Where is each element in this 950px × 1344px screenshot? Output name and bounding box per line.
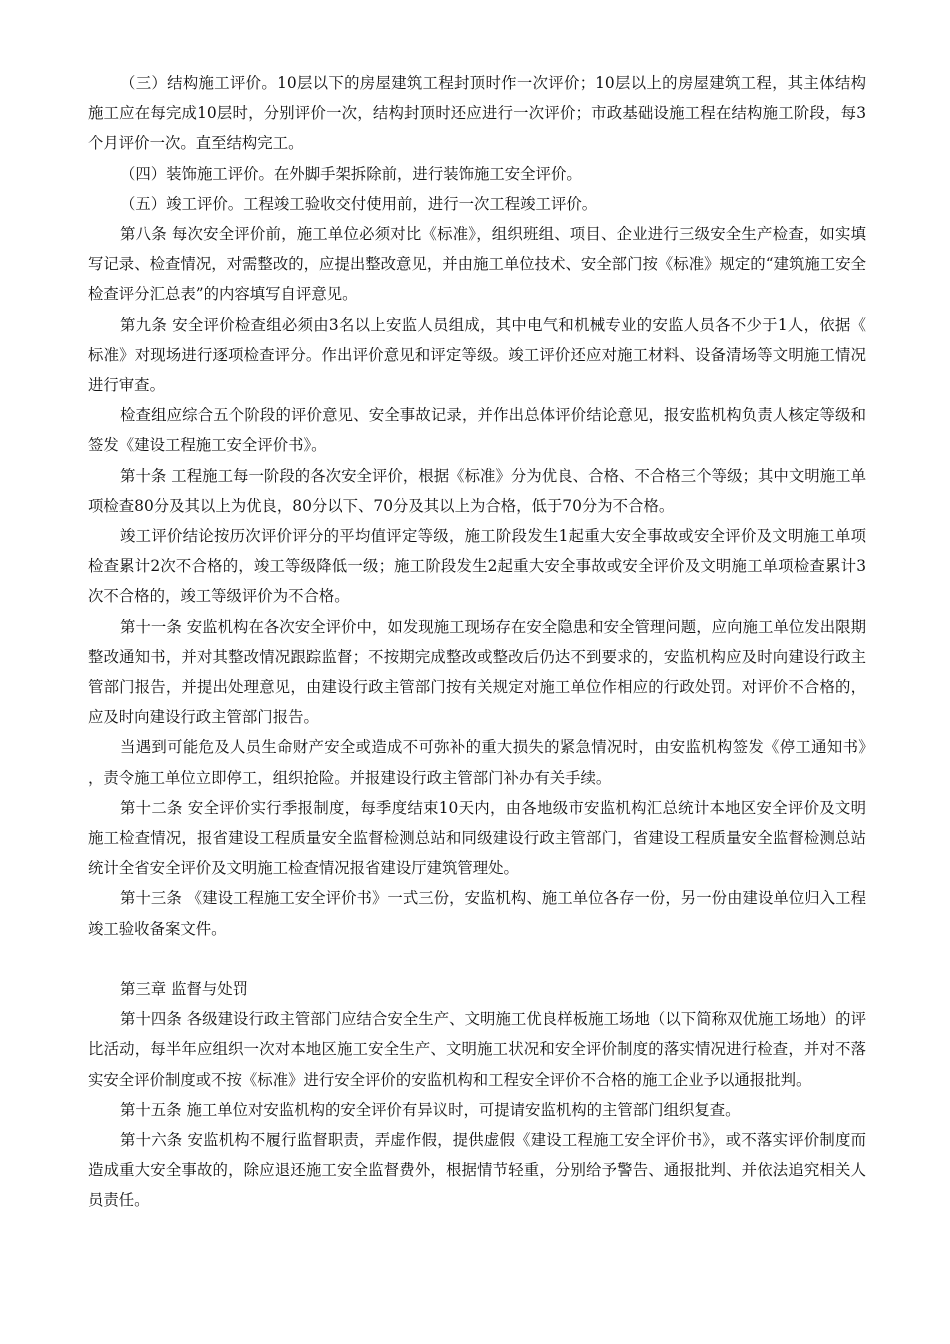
paragraph-article-9: 第九条 安全评价检查组必须由3名以上安监人员组成，其中电气和机械专业的安监人员各不少于1人，依据《标准》对现场进行逐项检查评分。作出评价意见和评定等级。竣工评价还应对施工材料、设备清场等文明施工情况进行审查。 — [88, 315, 866, 395]
paragraph-completion-evaluation: （五）竣工评价。工程竣工验收交付使用前，进行一次工程竣工评价。 — [120, 194, 598, 213]
paragraph-article-14: 第十四条 各级建设行政主管部门应结合安全生产、文明施工优良样板施工场地（以下简称双优施工场地）的评比活动，每半年应组织一次对本地区施工安全生产、文明施工状况和安全评价制度的落实情况进行检查，并对不落实安全评价制度或不按《标准》进行安全评价的安监机构和工程安全评价不合格的施工企业予以通报批判。 — [88, 1010, 866, 1089]
paragraph-article-13: 第十三条 《建设工程施工安全评价书》一式三份，安监机构、施工单位各存一份，另一份由建设单位归入工程竣工验收备案文件。 — [88, 889, 866, 938]
paragraph-inspection-team-conclusion: 检查组应综合五个阶段的评价意见、安全事故记录，并作出总体评价结论意见，报安监机构负责人核定等级和签发《建设工程施工安全评价书》。 — [88, 406, 866, 455]
paragraph-decoration-evaluation: （四）装饰施工评价。在外脚手架拆除前，进行装饰施工安全评价。 — [120, 164, 582, 183]
paragraph-article-15: 第十五条 施工单位对安监机构的安全评价有异议时，可提请安监机构的主管部门组织复查。 — [120, 1100, 741, 1119]
paragraph-article-16: 第十六条 安监机构不履行监督职责，弄虚作假，提供虚假《建设工程施工安全评价书》，或不落实评价制度而造成重大安全事故的，除应退还施工安全监督费外，根据情节轻重，分别给予警告、通报批判、并依法追究相关人员责任。 — [88, 1130, 866, 1210]
section-spacer — [88, 944, 866, 974]
paragraph-structure-evaluation: （三）结构施工评价。10层以下的房屋建筑工程封顶时作一次评价；10层以上的房屋建筑工程，其主体结构施工应在每完成10层时，分别评价一次，结构封顶时还应进行一次评价；市政基础设施工程在结构施工阶段，每3个月评价一次。直至结构完工。 — [88, 74, 866, 153]
paragraph-article-10: 第十条 工程施工每一阶段的各次安全评价，根据《标准》分为优良、合格、不合格三个等级；其中文明施工单项检查80分及其以上为优良，80分以下、70分及其以上为合格，低于70分为不合格。 — [88, 466, 866, 515]
paragraph-completion-grade-rules: 竣工评价结论按历次评价评分的平均值评定等级，施工阶段发生1起重大安全事故或安全评价及文明施工单项检查累计2次不合格的，竣工等级降低一级；施工阶段发生2起重大安全事故或安全评价及文明施工单项检查累计3次不合格的，竣工等级评价为不合格。 — [88, 527, 866, 606]
paragraph-article-12: 第十二条 安全评价实行季报制度，每季度结束10天内，由各地级市安监机构汇总统计本地区安全评价及文明施工检查情况，报省建设工程质量安全监督检测总站和同级建设行政主管部门，省建设工程质量安全监督检测总站统计全省安全评价及文明施工检查情况报省建设厅建筑管理处。 — [88, 798, 866, 878]
document-page — [88, 68, 866, 1216]
paragraph-article-8: 第八条 每次安全评价前，施工单位必须对比《标准》，组织班组、项目、企业进行三级安全生产检查，如实填写记录、检查情况，对需整改的，应提出整改意见，并由施工单位技术、安全部门按《标准》规定的“建筑施工安全检查评分汇总表”的内容填写自评意见。 — [88, 225, 866, 304]
paragraph-emergency-stop-work: 当遇到可能危及人员生命财产安全或造成不可弥补的重大损失的紧急情况时，由安监机构签发《停工通知书》，责令施工单位立即停工，组织抢险。并报建设行政主管部门补办有关手续。 — [88, 738, 866, 787]
paragraph-article-11: 第十一条 安监机构在各次安全评价中，如发现施工现场存在安全隐患和安全管理问题，应向施工单位发出限期整改通知书，并对其整改情况跟踪监督；不按期完成整改或整改后仍达不到要求的，安监机构应及时向建设行政主管部门报告，并提出处理意见，由建设行政主管部门按有关规定对施工单位作相应的行政处罚。对评价不合格的，应及时向建设行政主管部门报告。 — [88, 617, 866, 727]
chapter-heading: 第三章 监督与处罚 — [120, 979, 249, 998]
